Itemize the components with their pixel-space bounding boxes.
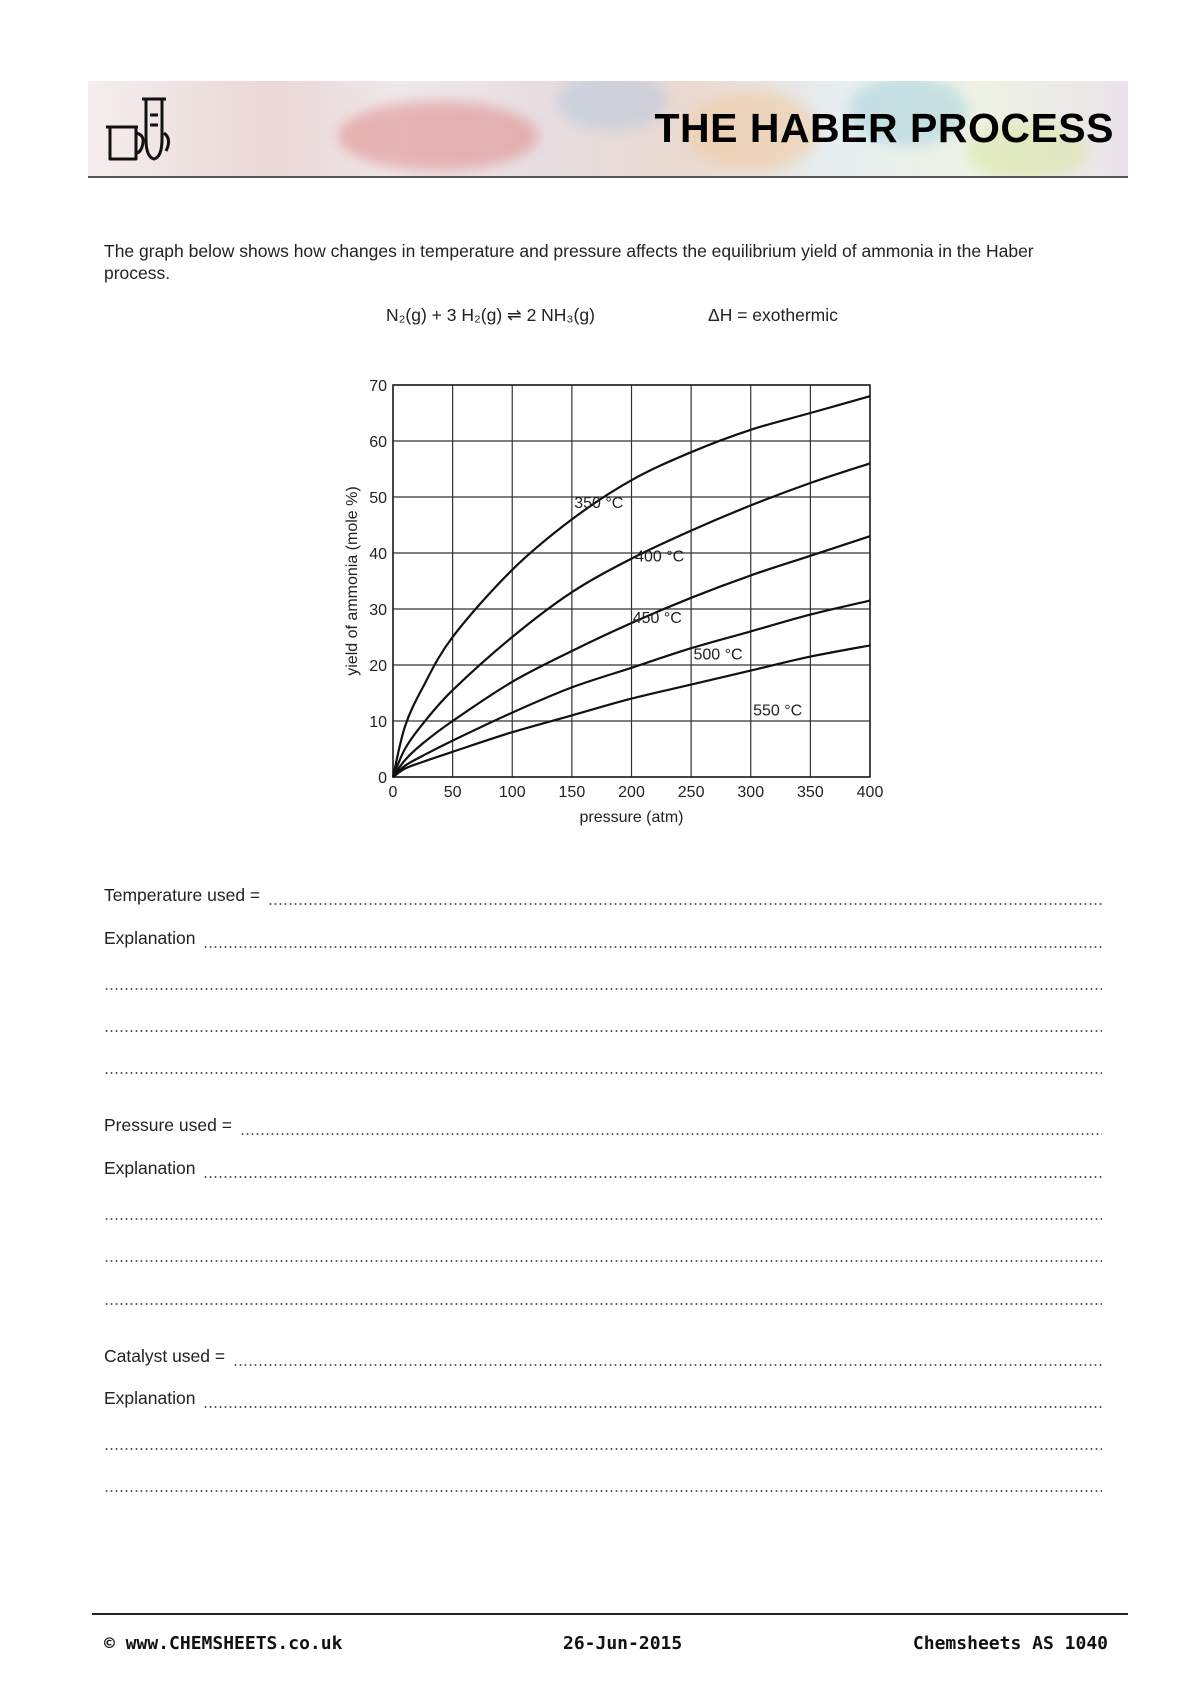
x-tick-label: 350 <box>797 784 824 801</box>
answer-line[interactable] <box>104 1242 1102 1266</box>
series-label: 500 °C <box>693 646 743 664</box>
answer-line-labelled <box>104 1346 1102 1370</box>
y-tick-label: 40 <box>369 546 387 563</box>
question-label: Explanation <box>104 1158 196 1178</box>
answer-dots[interactable] <box>104 1448 1102 1450</box>
y-tick-label: 70 <box>369 378 387 395</box>
x-tick-label: 0 <box>388 784 398 801</box>
answer-line-labelled <box>104 928 1102 952</box>
answer-line[interactable] <box>104 1430 1102 1454</box>
answer-line-labelled <box>104 1115 1102 1139</box>
answer-line-labelled <box>104 1388 1102 1412</box>
question-label: Temperature used = <box>104 885 261 905</box>
footer-reference: Chemsheets AS 1040 <box>912 1633 1108 1654</box>
y-tick-label: 60 <box>369 434 387 451</box>
answer-line[interactable] <box>104 1012 1102 1036</box>
lab-glassware-icon <box>102 93 176 165</box>
y-tick-label: 0 <box>378 770 387 787</box>
answer-line-labelled <box>104 1158 1102 1182</box>
x-tick-label: 300 <box>737 784 765 801</box>
answer-line[interactable] <box>104 1200 1102 1224</box>
y-tick-label: 10 <box>369 714 387 731</box>
x-tick-label: 100 <box>498 784 526 801</box>
answer-line-labelled <box>104 885 1102 909</box>
x-tick-label: 50 <box>443 784 462 801</box>
answer-line[interactable] <box>104 1054 1102 1078</box>
answer-dots[interactable] <box>203 1406 1102 1408</box>
answer-dots[interactable] <box>240 1133 1102 1135</box>
enthalpy-note: ΔH = exothermic <box>708 305 838 325</box>
question-label: Catalyst used = <box>104 1346 226 1366</box>
series-label: 550 °C <box>753 702 803 720</box>
question-label: Explanation <box>104 1388 196 1408</box>
y-tick-label: 30 <box>369 602 387 619</box>
y-tick-label: 50 <box>369 490 387 507</box>
answer-dots[interactable] <box>104 1030 1102 1032</box>
answer-dots[interactable] <box>268 903 1102 905</box>
page-title: THE HABER PROCESS <box>654 105 1114 151</box>
x-tick-label: 150 <box>558 784 586 801</box>
question-label: Explanation <box>104 928 196 948</box>
answer-dots[interactable] <box>104 1218 1102 1220</box>
header-banner <box>88 81 1128 178</box>
answer-dots[interactable] <box>203 946 1102 948</box>
answer-dots[interactable] <box>104 1303 1102 1305</box>
footer-date: 26-Jun-2015 <box>563 1633 683 1654</box>
answer-dots[interactable] <box>203 1176 1102 1178</box>
answer-dots[interactable] <box>233 1364 1102 1366</box>
answer-dots[interactable] <box>104 1260 1102 1262</box>
x-tick-label: 400 <box>856 784 884 801</box>
reaction-equation: N₂(g) + 3 H₂(g) ⇌ 2 NH₃(g) <box>386 305 595 325</box>
footer-divider <box>92 1613 1128 1615</box>
answer-dots[interactable] <box>104 1072 1102 1074</box>
answer-dots[interactable] <box>104 1490 1102 1492</box>
question-label: Pressure used = <box>104 1115 232 1135</box>
chemical-equation <box>386 305 838 326</box>
y-axis-label: yield of ammonia (mole %) <box>344 486 361 676</box>
series-label: 400 °C <box>635 548 685 566</box>
ammonia-yield-chart <box>320 368 900 838</box>
intro-text: The graph below shows how changes in temperature and pressure affects the equilibrium yield of ammonia in the Haber process. <box>104 241 1034 283</box>
answer-dots[interactable] <box>104 988 1102 990</box>
answer-line[interactable] <box>104 1285 1102 1309</box>
x-axis-label: pressure (atm) <box>579 809 684 826</box>
answer-line[interactable] <box>104 970 1102 994</box>
x-tick-label: 200 <box>618 784 645 801</box>
series-label: 350 °C <box>574 495 624 513</box>
x-tick-label: 250 <box>677 784 705 801</box>
y-tick-label: 20 <box>369 658 387 675</box>
series-label: 450 °C <box>632 610 682 627</box>
answer-line[interactable] <box>104 1472 1102 1496</box>
footer-website: © www.CHEMSHEETS.co.uk <box>104 1633 343 1654</box>
